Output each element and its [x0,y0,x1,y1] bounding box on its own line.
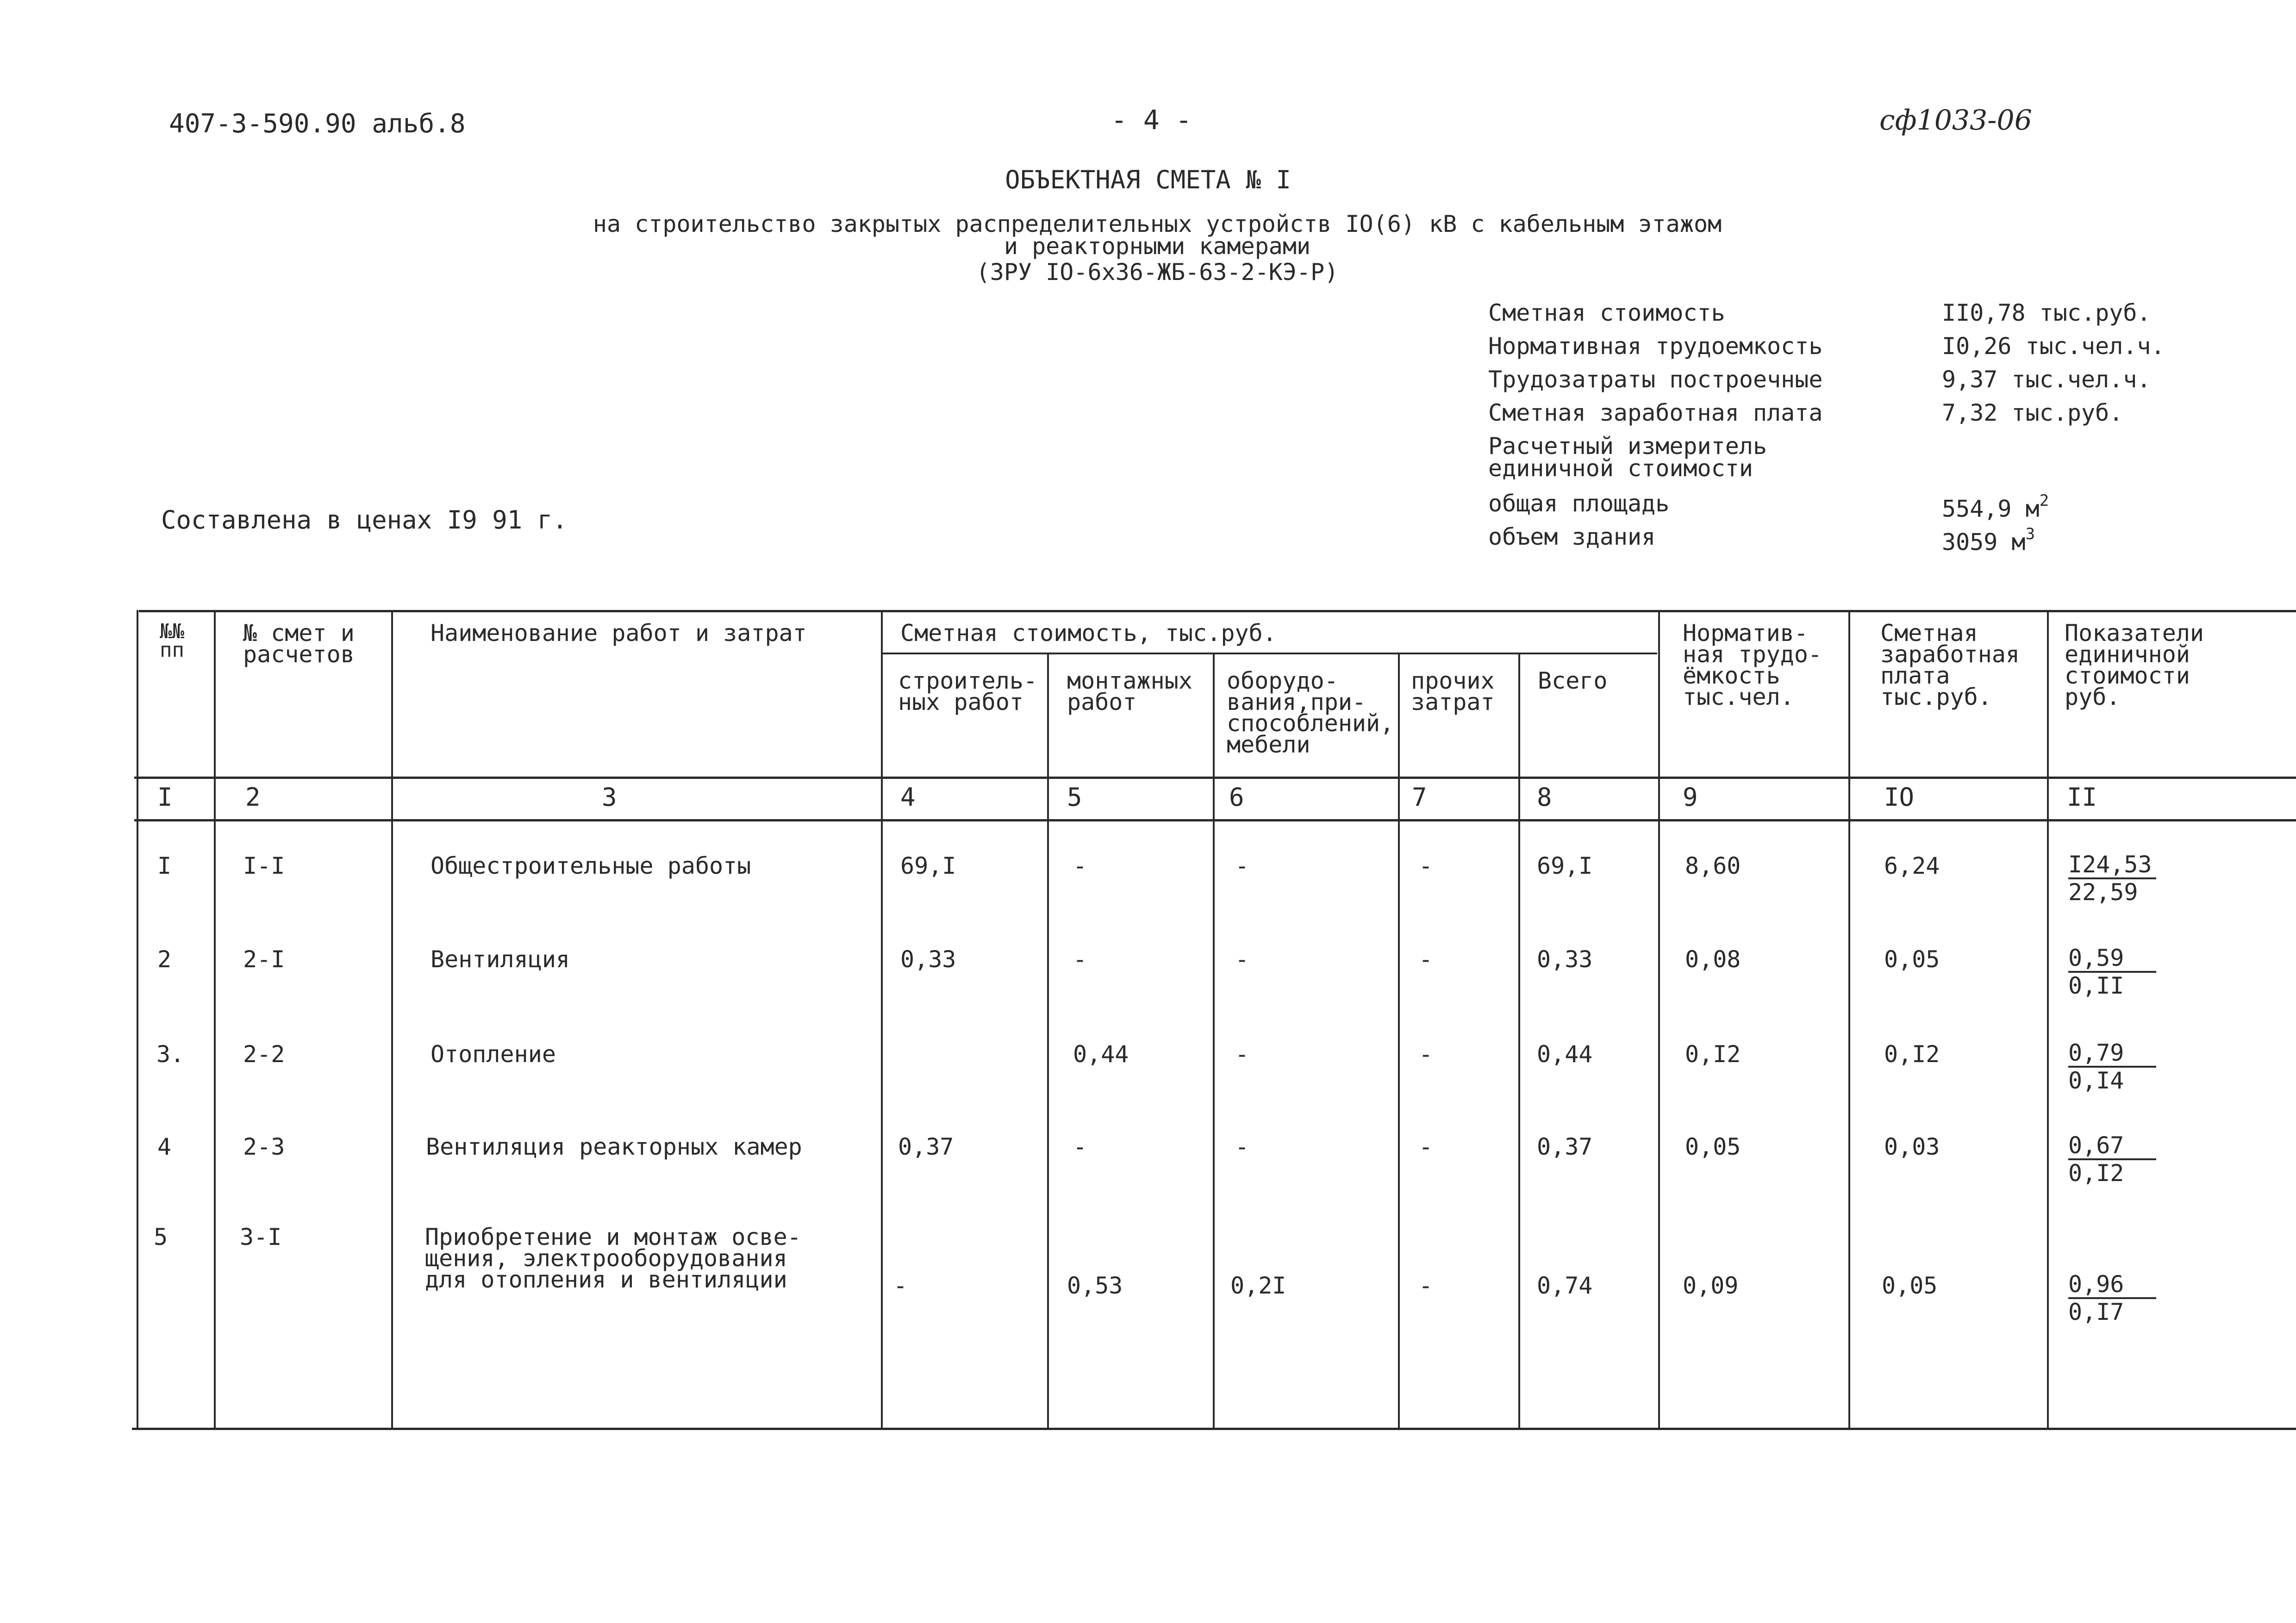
fraction-denominator: 0,II [2068,972,2124,999]
row-estimate-ref: 2-I [243,946,285,973]
fraction-denominator: 0,I7 [2068,1299,2124,1325]
fraction-numerator: 0,79 [2068,1040,2156,1068]
row-estimate-ref: 3-I [240,1224,282,1250]
document-subtitle [278,211,2037,286]
column-number: 8 [1537,783,1552,812]
cost-summary [1488,299,2210,559]
column-number: 9 [1683,783,1698,812]
row-installation: - [1073,946,1087,973]
header-equipment: оборудо- вания,при- способлений, мебели [1227,667,1394,758]
row-labor-intensity: 0,I2 [1685,1041,1741,1068]
table-numbers-bottom [134,819,2296,821]
row-labor-intensity: 0,08 [1685,946,1741,973]
table-col-line [214,610,216,1429]
price-base-note: Составлена в ценах I9 91 г. [161,505,568,535]
row-other: - [1419,1133,1433,1160]
row-total: 0,74 [1537,1272,1593,1299]
row-construction: 69,I [900,852,956,879]
row-estimate-ref: 2-2 [243,1041,285,1068]
table-col-line [1047,653,1049,1429]
summary-value [1942,492,2049,520]
row-installation: - [1073,852,1087,879]
row-construction: 0,33 [900,946,956,973]
row-wages: 0,I2 [1884,1041,1940,1068]
fraction-numerator: 0,67 [2068,1132,2156,1160]
header-cost-group: Сметная стоимость, тыс.руб. [900,620,1277,647]
summary-row [1488,435,2210,492]
summary-label: Трудозатраты построечные [1488,366,1823,393]
row-unit-cost-fraction [2068,1132,2156,1186]
row-equipment: - [1235,1133,1249,1160]
table-col-line [1518,653,1520,1429]
row-other: - [1419,852,1433,879]
summary-row [1488,399,2210,435]
document-title: ОБЪЕКТНАЯ СМЕТА № I [1005,165,1291,194]
column-number: 3 [602,783,617,812]
header-row-number: №№ пп [160,620,184,662]
document-code: 407-3-590.90 альб.8 [169,109,466,139]
header-construction: строитель- ных работ [898,667,1038,715]
row-installation: 0,53 [1067,1272,1123,1299]
row-equipment: - [1235,946,1249,973]
summary-row [1488,523,2210,559]
summary-value-text: 554,9 м [1942,495,2040,522]
row-work-name: Вентиляция реакторных камер [426,1133,802,1160]
table-header-bottom [134,777,2296,779]
row-number: I [157,852,172,879]
table-col-line [391,610,393,1429]
row-total: 0,44 [1537,1041,1593,1068]
row-construction: 0,37 [898,1133,954,1160]
row-unit-cost-fraction [2068,945,2156,999]
table-border-top [139,610,2296,612]
header-other: прочих затрат [1411,667,1495,715]
row-number: 5 [154,1224,168,1250]
column-number: IO [1884,783,1915,812]
row-labor-intensity: 0,05 [1685,1133,1741,1160]
row-unit-cost-fraction [2068,1271,2156,1325]
row-other: - [1419,946,1433,973]
row-number: 4 [157,1133,172,1160]
header-total: Всего [1538,667,1608,694]
column-number: II [2067,783,2097,812]
table-col-line [881,610,883,1429]
subtitle-line-2: и реакторными камерами [1004,233,1311,260]
row-equipment: - [1235,852,1249,879]
summary-value: II0,78 тыс.руб. [1942,299,2151,326]
row-work-name: Вентиляция [430,946,570,973]
summary-label: Сметная стоимость [1488,299,1725,326]
header-unit-cost-indicators: Показатели единичной стоимости руб. [2065,620,2204,710]
table-group-divider [882,653,1657,654]
summary-row [1488,335,2210,368]
fraction-numerator: 0,96 [2068,1271,2156,1299]
summary-value-text: 3059 м [1942,529,2026,556]
row-total: 0,37 [1537,1133,1593,1160]
summary-label: общая площадь [1488,490,1670,517]
fraction-denominator: 0,I4 [2068,1067,2124,1094]
summary-value: 9,37 тыс.чел.ч. [1942,366,2151,393]
row-estimate-ref: 2-3 [243,1133,285,1160]
row-wages: 0,05 [1884,946,1940,973]
summary-value [1942,525,2035,556]
header-wages: Сметная заработная плата тыс.руб. [1880,620,2020,710]
subtitle-line-3: (ЗРУ IO-6х36-ЖБ-63-2-КЭ-Р) [976,259,1339,286]
summary-unit-power: 3 [2025,525,2035,543]
summary-row [1488,368,2210,402]
row-work-name: Отопление [430,1041,556,1068]
row-construction: - [893,1272,908,1299]
fraction-numerator: I24,53 [2068,852,2156,879]
page-number: - 4 - [1111,104,1192,136]
row-wages: 0,05 [1882,1272,1938,1299]
row-total: 69,I [1537,852,1593,879]
summary-label: Нормативная трудоемкость [1488,333,1823,360]
column-number: 6 [1229,783,1244,812]
column-number: 7 [1412,783,1427,812]
header-estimate-number: № смет и расчетов [243,620,355,668]
summary-row [1488,492,2210,526]
row-unit-cost-fraction [2068,1040,2156,1094]
row-unit-cost-fraction [2068,852,2156,905]
row-labor-intensity: 8,60 [1685,852,1741,879]
summary-label: Расчетный измеритель единичной стоимости [1488,433,1767,482]
fraction-denominator: 0,I2 [2068,1160,2124,1187]
fraction-denominator: 22,59 [2068,879,2138,906]
row-work-name: Общестроительные работы [430,852,751,879]
row-total: 0,33 [1537,946,1593,973]
table-col-line [1658,610,1660,1429]
row-labor-intensity: 0,09 [1683,1272,1739,1299]
table-col-line [1213,653,1215,1429]
summary-value: 7,32 тыс.руб. [1942,399,2123,426]
row-equipment: 0,2I [1230,1272,1286,1299]
row-other: - [1419,1041,1433,1068]
handwritten-code: сф1033-06 [1879,104,2032,137]
summary-label: объем здания [1488,523,1656,550]
table-col-line [2047,610,2049,1429]
subtitle-line-1: на строительство закрытых распределительных устройств IO(6) кВ с кабельным этажом [593,211,1722,237]
row-number: 2 [157,946,172,973]
row-work-name: Приобретение и монтаж осве- щения, электрооборудования для отопления и вентиляции [425,1224,801,1293]
summary-unit-power: 2 [2039,491,2049,510]
column-number: 4 [900,783,916,812]
row-estimate-ref: I-I [243,852,285,879]
row-equipment: - [1235,1041,1249,1068]
column-number: 2 [245,783,261,812]
summary-label: Сметная заработная плата [1488,399,1823,426]
table-col-line [1398,653,1400,1429]
fraction-numerator: 0,59 [2068,945,2156,973]
row-wages: 0,03 [1884,1133,1940,1160]
table-col-line [1848,610,1850,1429]
row-number: 3. [156,1041,185,1068]
table-col-line [137,610,138,1429]
summary-row [1488,299,2210,335]
row-other: - [1419,1272,1433,1299]
row-wages: 6,24 [1884,852,1940,879]
header-installation: монтажных работ [1067,667,1192,715]
header-labor-intensity: Норматив- ная трудо- ёмкость тыс.чел. [1683,620,1822,710]
summary-value: I0,26 тыс.чел.ч. [1942,333,2165,360]
header-work-name: Наименование работ и затрат [430,620,807,647]
column-number: I [157,783,173,812]
row-installation: - [1073,1133,1087,1160]
row-installation: 0,44 [1073,1041,1129,1068]
column-number: 5 [1067,783,1082,812]
